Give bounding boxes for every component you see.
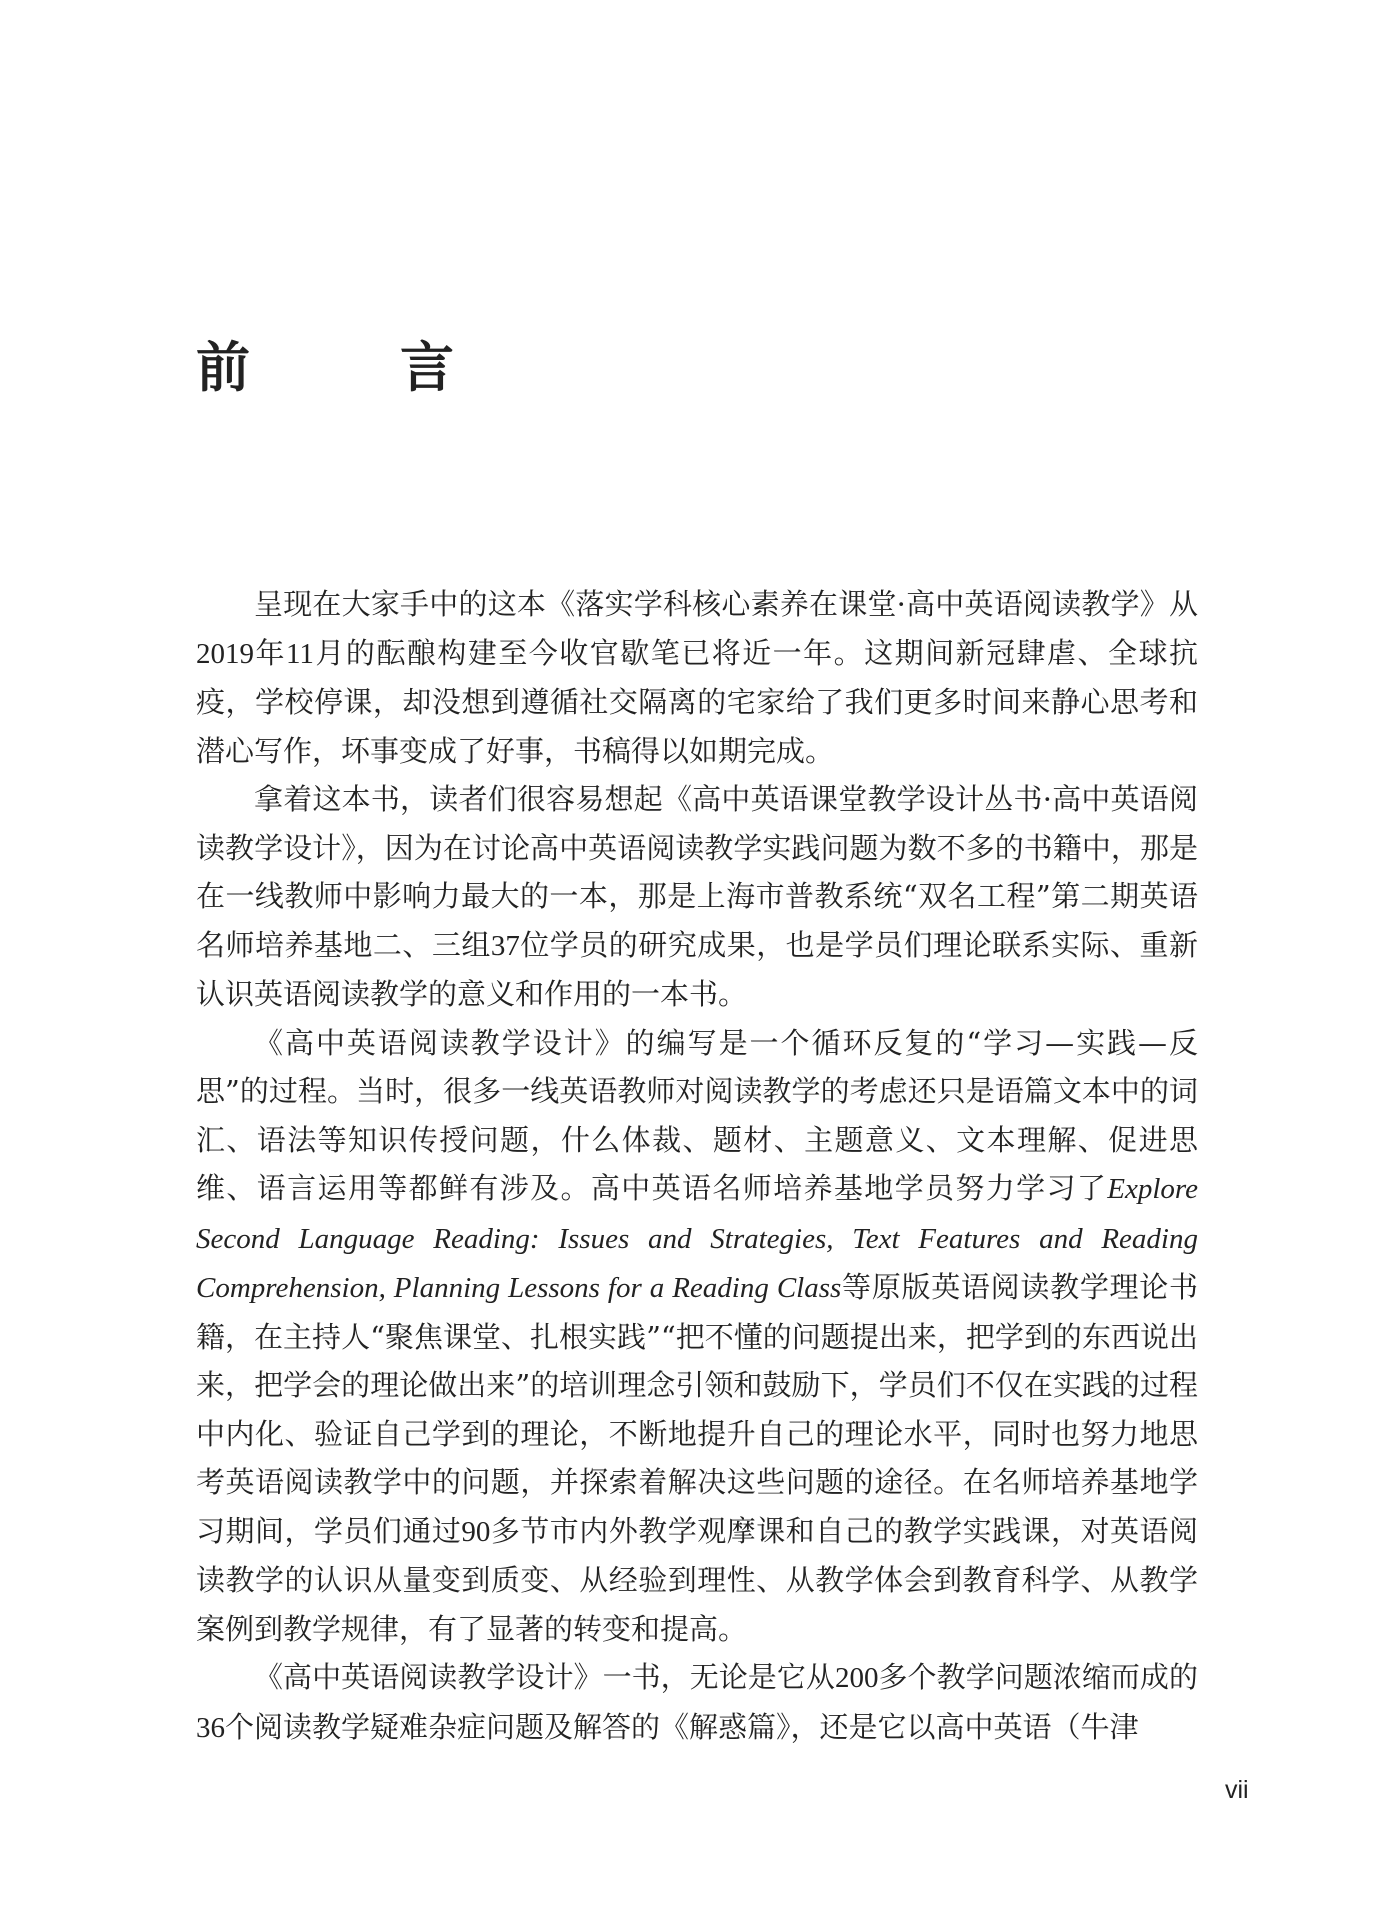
- text-segment: 多节市内外教学观摩课和自己的教学实践课，对英语阅读教学的认识从量变到质变、从经验到理性、从教学体会到教育科学、从教学案例到教学规律，有了显著的转变和提高。: [196, 1513, 1198, 1646]
- paragraph-3: [196, 1019, 1198, 1654]
- topic-count: 36: [196, 1711, 225, 1744]
- text-segment: 月的酝酿构建至今收官歇笔已将近一年。这期间新冠肆虐、全球抗疫，学校停课，却没想到遵循社交隔离的宅家给了我们更多时间来静心思考和潜心写作，坏事变成了好事，书稿得以如期完成。: [196, 635, 1198, 768]
- text-segment: 年: [254, 635, 286, 670]
- book-titles-english: Explore Second Language Reading: Issues and Strategies, Text Features and Reading Comprehension, Planning Lessons for a Reading Class: [196, 1173, 1198, 1304]
- member-count: 37: [490, 929, 520, 962]
- text-segment: 多个教学问题浓缩而成的: [878, 1660, 1198, 1694]
- month-number: 11: [285, 637, 314, 670]
- question-count: 200: [834, 1662, 879, 1694]
- lesson-count: 90: [461, 1515, 491, 1548]
- page-number: vii: [1225, 1776, 1249, 1804]
- text-segment: 《高中英语阅读教学设计》的编写是一个循环反复的“学习—实践—反思”的过程。当时，很多一线英语教师对阅读教学的考虑还只是语篇文本中的词汇、语法等知识传授问题，什么体裁、题材、主题意义、文本理解、促进思维、语言运用等都鲜有涉及。高中英语名师培养基地学员努力学习了: [196, 1025, 1198, 1205]
- text-segment: 个阅读教学疑难杂症问题及解答的《解惑篇》，还是它以高中英语（牛津: [225, 1709, 1139, 1744]
- text-segment: 《高中英语阅读教学设计》一书，无论是它从: [254, 1660, 835, 1694]
- paragraph-1: [196, 580, 1198, 775]
- text-segment: 呈现在大家手中的这本《落实学科核心素养在课堂·高中英语阅读教学》从: [254, 587, 1198, 621]
- text-segment: 位学员的研究成果，也是学员们理论联系实际、重新认识英语阅读教学的意义和作用的一本书。: [196, 927, 1198, 1011]
- text-segment: 拿着这本书，读者们很容易想起《高中英语课堂教学设计丛书·高中英语阅读教学设计》，因为在讨论高中英语阅读教学实践问题为数不多的书籍中，那是在一线教师中影响力最大的一本，那是上海市普教系统“双名工程”第二期英语名师培养基地二、三组: [196, 782, 1198, 962]
- year-number: 2019: [196, 637, 254, 670]
- text-segment: 等原版英语阅读教学理论书籍，在主持人“聚焦课堂、扎根实践”“把不懂的问题提出来，把学到的东西说出来，把学会的理论做出来”的培训理念引领和鼓励下，学员们不仅在实践的过程中内化、验证自己学到的理论，不断地提升自己的理论水平，同时也努力地思考英语阅读教学中的问题，并探索着解决这些问题的途径。在名师培养基地学习期间，学员们通过: [196, 1270, 1198, 1548]
- paragraph-4: [196, 1653, 1198, 1752]
- chapter-title: 前 言: [196, 335, 502, 399]
- preface-body: [196, 580, 1198, 1752]
- paragraph-2: [196, 775, 1198, 1019]
